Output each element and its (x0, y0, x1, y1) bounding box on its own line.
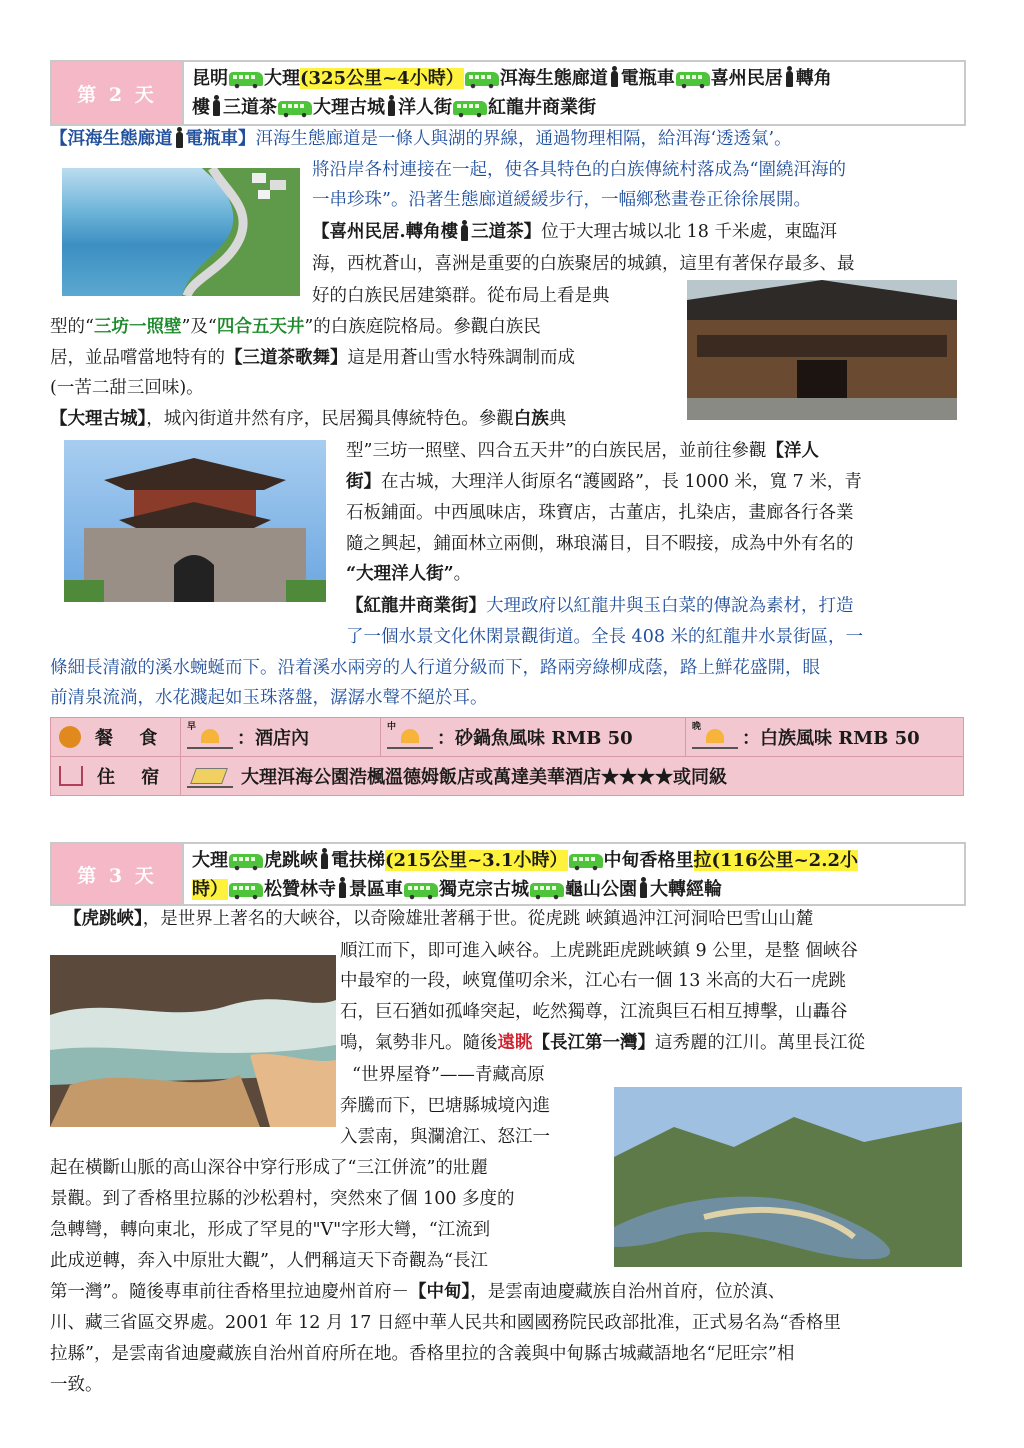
tiger-leaping-gorge-photo (50, 955, 336, 1127)
route-stop: 樓 (192, 97, 210, 118)
day2-line-6: 好的白族民居建築群。從布局上看是典 (312, 286, 610, 306)
walk-icon (611, 71, 618, 87)
route-stop: 電扶梯 (331, 850, 385, 871)
walk-icon (640, 882, 647, 898)
route-stop: 虎跳峽 (264, 850, 318, 871)
route-stop: 龜山公園 (565, 879, 637, 900)
day3-line-16: 一致。 (50, 1375, 103, 1395)
day3-line-6: “世界屋脊”——青藏高原 (352, 1065, 545, 1085)
day2-line-3: 一串珍珠”。沿著生態廊道緩緩步行，一幅鄉愁畫卷正徐徐展開。 (312, 190, 811, 210)
walk-icon (176, 132, 183, 148)
bus-icon (229, 72, 263, 86)
day2-line-1: 【洱海生態廊道 電瓶車】洱海生態廊道是一條人與湖的界線，通過物理相隔，給洱海‘透透氣’。 (50, 129, 792, 149)
route-stop: 大轉經輪 (650, 879, 722, 900)
home-icon (59, 766, 83, 786)
day2-line-13: 石板鋪面。中西風味店，珠寶店，古董店，扎染店，畫廊各行各業 (346, 503, 854, 523)
route-stop: 獨克宗古城 (439, 879, 529, 900)
day2-line-17: 了一個水景文化休閑景觀街道。全長 408 米的紅龍井水景街區，一 (346, 627, 864, 647)
hotel-icon (187, 764, 233, 788)
dali-ancient-city-photo (64, 440, 326, 602)
day2-header (50, 60, 966, 126)
fork-icon (59, 726, 81, 748)
day2-badge: 第 2 天 (52, 62, 184, 124)
day3-line-7: 奔騰而下，巴塘縣城境內進 (340, 1096, 550, 1116)
day3-line-12: 此成逆轉，奔入中原壯大觀”，人們稱這天下奇觀為“長江 (50, 1251, 488, 1271)
stay-label: 住 宿 (51, 757, 181, 795)
day3-line-4: 石，巨石猶如孤峰突起，屹然獨尊，江流與巨石相互搏擊，山轟谷 (340, 1002, 848, 1022)
sun-icon: 早 (187, 725, 233, 749)
day2-line-18: 條細長清澈的溪水蜿蜒而下。沿着溪水兩旁的人行道分級而下，路兩旁綠柳成蔭，路上鮮花盛開，眼 (50, 658, 820, 678)
day2-line-12: 街】在古城，大理洋人街原名“護國路”，長 1000 米，寬 7 米，青 (346, 472, 862, 492)
dinner-cell: 晚 ：白族風味 RMB 50 (692, 722, 920, 749)
route-stop: 紅龍井商業街 (488, 97, 596, 118)
day3-line-9: 起在橫斷山脈的高山深谷中穿行形成了“三江併流”的壯麗 (50, 1158, 488, 1178)
day2-line-11: 型”三坊一照壁、四合五天井”的白族民居，並前往參觀【洋人 (346, 441, 819, 461)
day3-header (50, 842, 966, 906)
day2-line-7: 型的“三坊一照壁”及“四合五天井”的白族庭院格局。參觀白族民 (50, 317, 541, 337)
stay-cell: 大理洱海公園浩楓溫德姆飯店或萬達美華酒店★★★★或同級 (181, 757, 963, 795)
day3-line-3: 中最窄的一段，峽寬僅叨余米，江心右一個 13 米高的大石一虎跳 (340, 971, 846, 991)
erhai-corridor-illustration (62, 168, 300, 296)
day3-line-10: 景觀。到了香格里拉縣的沙松碧村，突然來了個 100 多度的 (50, 1189, 515, 1209)
meal-label: 餐 食 (51, 718, 181, 756)
day2-line-5: 海，西枕蒼山，喜洲是重要的白族聚居的城鎮，這里有著保存最多、最 (312, 254, 855, 274)
route-stop: 電瓶車 (620, 68, 675, 89)
route-stop: 景區車 (349, 879, 403, 900)
day3-line-1: 【虎跳峽】，是世界上著名的大峽谷，以奇險雄壯著稱于世。從虎跳 峽鎮過沖江河洞哈巴雪山山麓 (64, 909, 814, 929)
day3-route (184, 844, 964, 904)
gorge-illustration (50, 955, 336, 1127)
day3-line-13: 第一灣”。隨後專車前往香格里拉迪慶州首府－【中甸】，是雲南迪慶藏族自治州首府，位於滇、 (50, 1282, 786, 1302)
day2-line-4: 【喜州民居.轉角樓 三道茶】位于大理古城以北 18 千米處，東臨洱 (312, 222, 837, 242)
bus-icon (453, 101, 487, 115)
route-stop: 大理 (192, 850, 228, 871)
route-distance: (215公里~3.1小時） (385, 850, 568, 871)
bus-icon (465, 72, 499, 86)
stay-row (51, 757, 963, 795)
route-stop: 喜州民居 (710, 68, 783, 89)
sun-icon: 中 (387, 725, 433, 749)
bus-icon (229, 854, 263, 868)
bus-icon (278, 101, 312, 115)
route-stop: 洋人街 (398, 97, 452, 118)
route-distance: (116公里~2.2小 (711, 850, 858, 871)
walk-icon (339, 882, 346, 898)
day2-line-19: 前清泉流淌，水花濺起如玉珠落盤，潺潺水聲不絕於耳。 (50, 688, 488, 708)
walk-icon (388, 100, 395, 116)
day3-badge: 第 3 天 (52, 844, 184, 904)
lunch-cell: 中 ：砂鍋魚風味 RMB 50 (381, 718, 686, 756)
day2-line-15: “大理洋人街”。 (346, 564, 472, 584)
route-stop: 大理古城 (313, 97, 385, 118)
xizhou-house-illustration (687, 280, 957, 420)
bus-icon (530, 883, 564, 897)
route-distance: 時） (192, 879, 228, 900)
day3-line-15: 拉縣”，是雲南省迪慶藏族自治州首府所在地。香格里拉的含義與中甸縣古城藏語地名“尼旺宗”相 (50, 1344, 795, 1364)
route-distance: (325公里~4小時） (300, 68, 464, 89)
day2-info-table (50, 717, 964, 796)
route-stop: 中甸香格里 (603, 850, 694, 871)
erhai-corridor-photo (62, 168, 300, 296)
sun-icon: 晚 (692, 725, 738, 749)
day3-line-14: 川、藏三省區交界處。2001 年 12 月 17 日經中華人民共和國國務院民政部批准，正式易名為“香格里 (50, 1313, 841, 1333)
day2-line-14: 隨之興起，鋪面林立兩側，琳琅滿目，目不暇接，成為中外有名的 (346, 534, 854, 554)
route-stop: 洱海生態廊道 (499, 68, 608, 89)
day2-line-9: (一苦二甜三回味)。 (50, 378, 204, 398)
route-stop: 轉角 (795, 68, 832, 89)
walk-icon (786, 71, 793, 87)
day2-line-10: 【大理古城】，城內街道井然有序，民居獨具傳統特色。參觀白族典 (50, 409, 567, 429)
day2-line-8: 居，並品嚐當地特有的【三道茶歌舞】這是用蒼山雪水特殊調制而成 (50, 348, 575, 368)
day3-line-5: 鳴，氣勢非凡。隨後遠眺【長江第一灣】這秀麗的江川。萬里長江從 (340, 1033, 865, 1053)
xizhou-house-photo (687, 280, 957, 420)
bus-icon (676, 72, 710, 86)
day3-line-11: 急轉彎，轉向東北，形成了罕見的"V"字形大彎，“江流到 (50, 1220, 491, 1240)
meal-row (51, 718, 963, 757)
route-stop: 松贊林寺 (264, 879, 336, 900)
day2-line-2: 將沿岸各村連接在一起，使各具特色的白族傳統村落成為“圍繞洱海的 (312, 160, 846, 180)
walk-icon (461, 225, 468, 241)
first-bend-yangtze-photo (614, 1087, 962, 1267)
route-stop: 三道茶 (223, 97, 277, 118)
breakfast-cell: 早 ：酒店內 (181, 718, 381, 756)
bus-icon (229, 883, 263, 897)
day3-line-8: 入雲南，與瀾滄江、怒江一 (340, 1127, 550, 1147)
bus-icon (569, 854, 603, 868)
day2-line-16: 【紅龍井商業街】大理政府以紅龍井與玉白菜的傳說為素材，打造 (346, 596, 854, 616)
bus-icon (404, 883, 438, 897)
route-stop: 昆明 (192, 68, 228, 89)
walk-icon (213, 100, 220, 116)
day2-route (184, 62, 964, 124)
river-bend-illustration (614, 1087, 962, 1267)
day3-line-2: 順江而下，即可進入峽谷。上虎跳距虎跳峽鎮 9 公里，是整 個峽谷 (340, 941, 858, 961)
walk-icon (321, 853, 328, 869)
route-stop: 拉 (693, 850, 712, 871)
route-stop: 大理 (264, 68, 300, 89)
dali-gate-illustration (64, 440, 326, 602)
